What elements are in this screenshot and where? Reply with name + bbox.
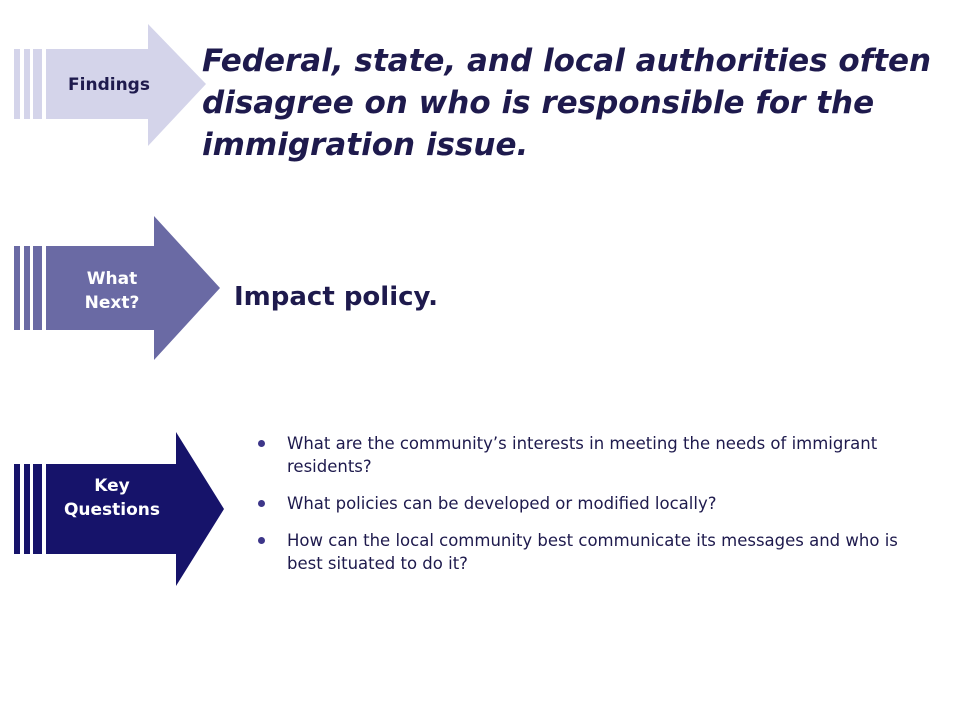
list-item <box>258 529 918 575</box>
key-questions-arrow <box>14 432 224 586</box>
findings-label: Findings <box>68 75 150 95</box>
bullet-icon <box>258 440 265 447</box>
findings-arrow <box>14 24 206 146</box>
findings-headline: Federal, state, and local authorities often disagree on who is responsible for the immigration issue. <box>202 43 932 163</box>
findings-arrow-stripe <box>24 49 30 119</box>
key-questions-arrow-stripe <box>14 464 20 554</box>
question-text: What policies can be developed or modified locally? <box>287 494 717 513</box>
key-questions-arrow-stripe <box>24 464 30 554</box>
question-text: What are the community’s interests in meeting the needs of immigrant residents? <box>287 434 878 476</box>
question-text: How can the local community best communicate its messages and who is best situated to do it? <box>287 531 898 573</box>
findings-arrow-stripe <box>14 49 20 119</box>
bullet-icon <box>258 500 265 507</box>
what-next-arrow-stripe <box>24 246 30 330</box>
findings-arrow-stripe <box>33 49 42 119</box>
key-questions-list <box>258 432 918 589</box>
key-questions-arrow-stripe <box>33 464 42 554</box>
list-item <box>258 492 918 515</box>
what-next-arrow-stripe <box>33 246 42 330</box>
what-next-arrow <box>14 216 220 360</box>
what-next-label: What Next? <box>84 269 140 313</box>
what-next-arrow-stripe <box>14 246 20 330</box>
what-next-headline: Impact policy. <box>234 282 438 312</box>
bullet-icon <box>258 537 265 544</box>
list-item <box>258 432 918 478</box>
key-questions-label: Key Questions <box>63 476 161 520</box>
